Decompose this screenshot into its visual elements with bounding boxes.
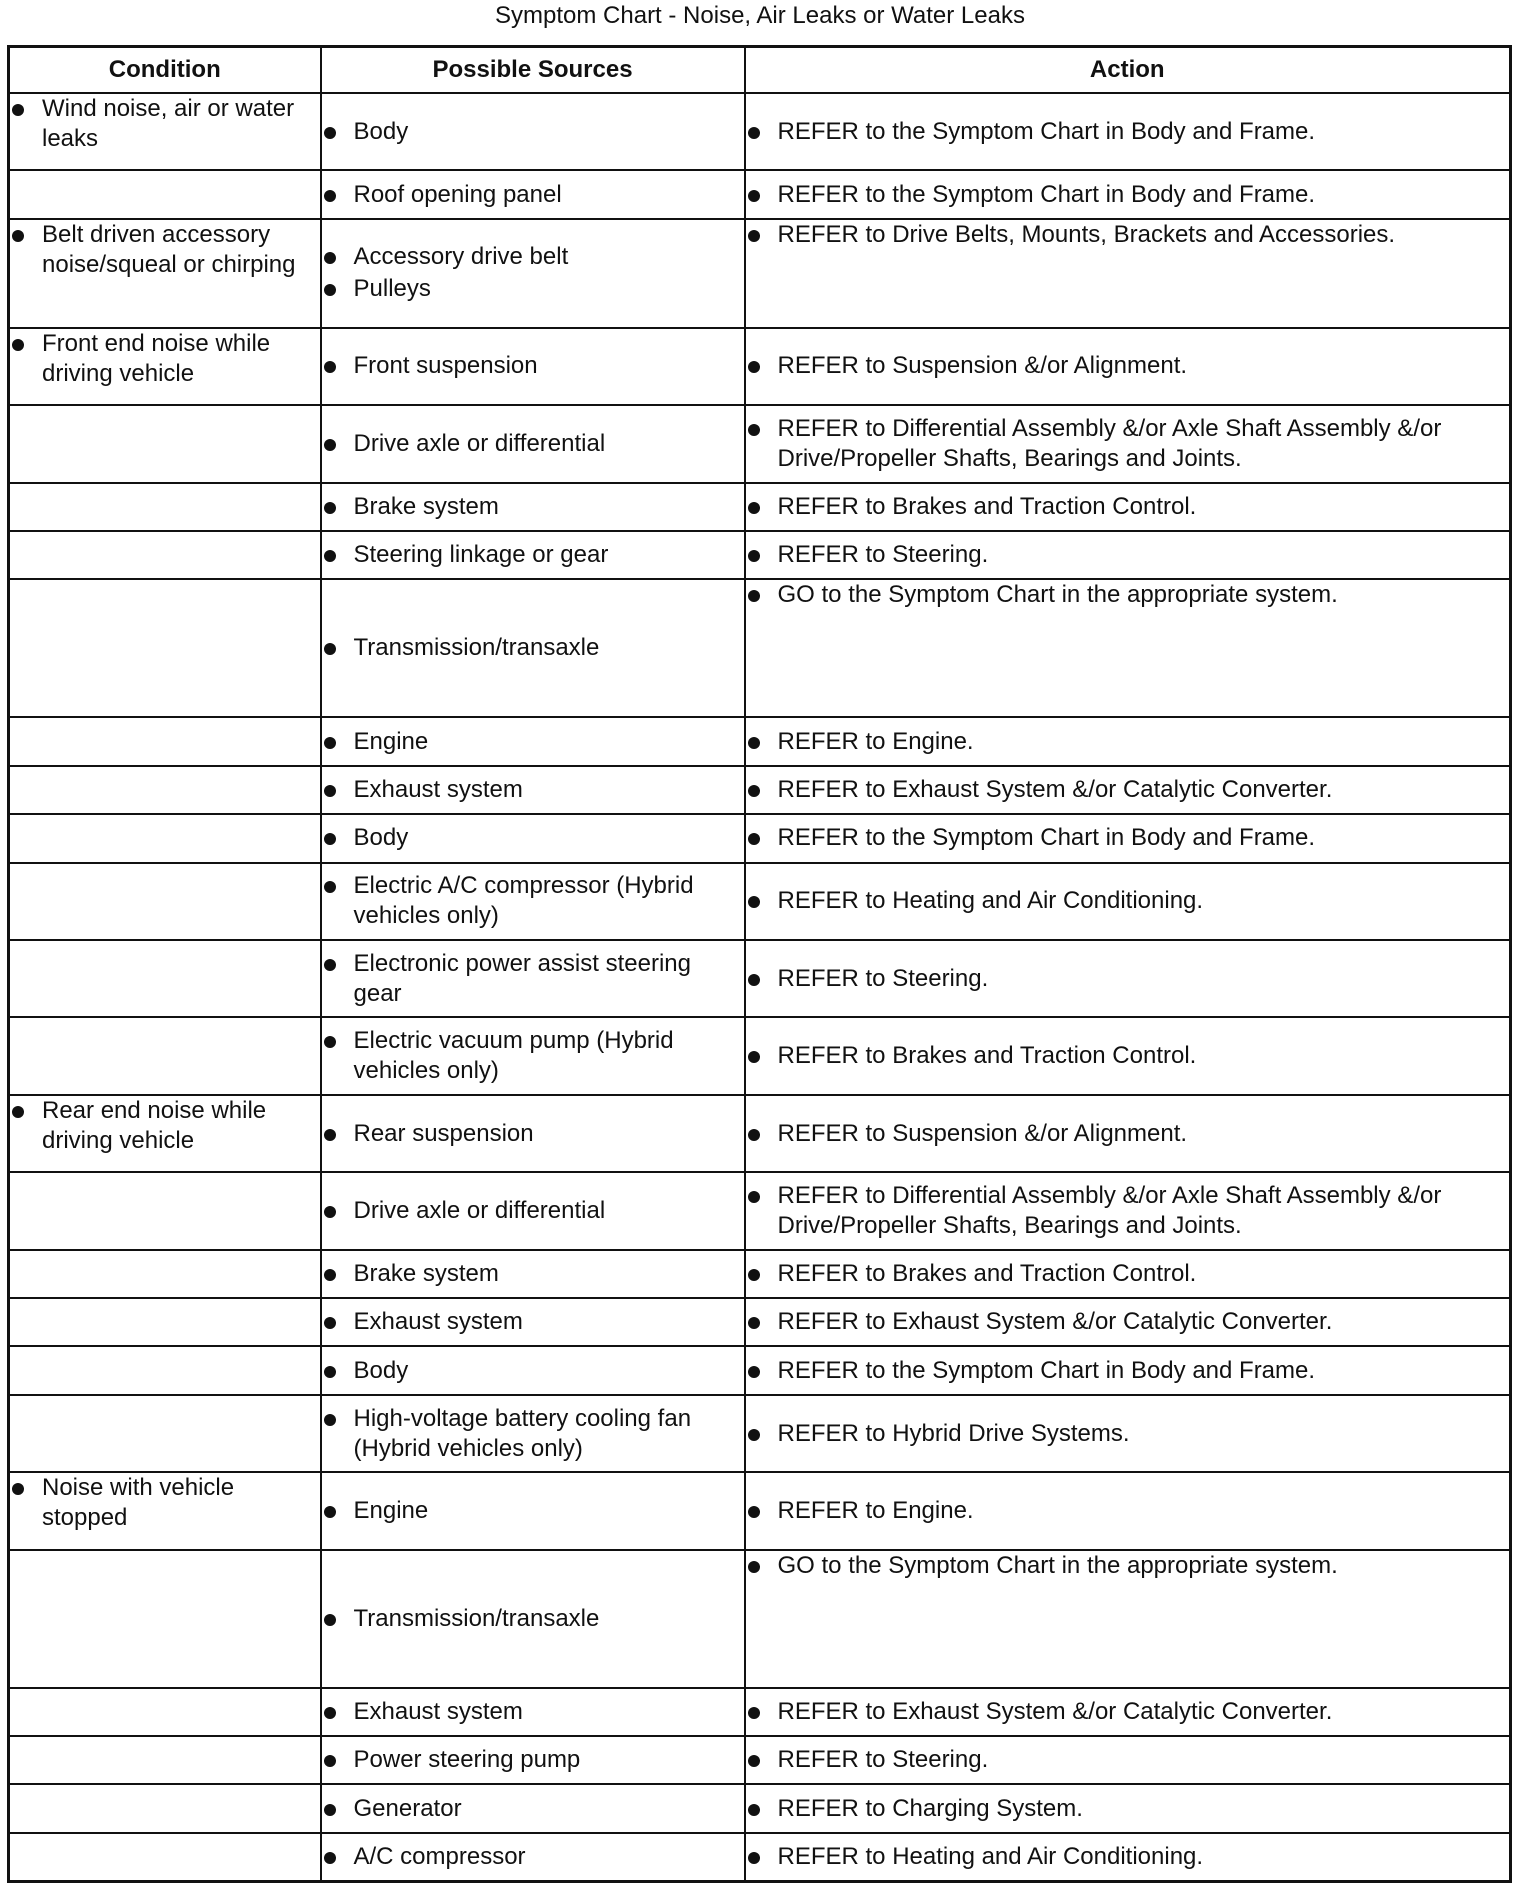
table-row (9, 814, 1511, 862)
possible-sources-cell (321, 405, 745, 482)
source-text: Exhaust system (322, 1697, 744, 1727)
condition-cell (9, 1250, 321, 1298)
condition-cell (9, 1833, 321, 1882)
possible-sources-cell (321, 1017, 745, 1094)
action-cell (745, 531, 1511, 579)
condition-text: Noise with vehicle stopped (10, 1473, 320, 1533)
action-text: GO to the Symptom Chart in the appropriate system. (746, 580, 1510, 610)
possible-sources-cell (321, 1833, 745, 1882)
possible-sources-cell (321, 93, 745, 170)
table-row (9, 1688, 1511, 1736)
condition-cell (9, 863, 321, 940)
possible-sources-cell (321, 863, 745, 940)
action-cell (745, 93, 1511, 170)
possible-sources-cell (321, 1395, 745, 1472)
action-cell (745, 863, 1511, 940)
action-text: REFER to Brakes and Traction Control. (746, 1259, 1510, 1289)
action-text: REFER to Drive Belts, Mounts, Brackets and Accessories. (746, 220, 1510, 250)
action-cell (745, 1017, 1511, 1094)
action-text: REFER to Charging System. (746, 1794, 1510, 1824)
action-text: REFER to Exhaust System &/or Catalytic Converter. (746, 775, 1510, 805)
source-text: Accessory drive belt (322, 242, 744, 272)
table-row (9, 863, 1511, 940)
action-cell (745, 1736, 1511, 1784)
action-cell (745, 1395, 1511, 1472)
source-text: Rear suspension (322, 1119, 744, 1149)
condition-cell (9, 1017, 321, 1094)
action-cell (745, 170, 1511, 218)
condition-text: Wind noise, air or water leaks (10, 94, 320, 154)
source-text: Front suspension (322, 351, 744, 381)
action-cell (745, 483, 1511, 531)
condition-cell (9, 579, 321, 717)
possible-sources-cell (321, 717, 745, 765)
possible-sources-cell (321, 1298, 745, 1346)
source-text: Generator (322, 1794, 744, 1824)
condition-cell (9, 1472, 321, 1549)
condition-cell (9, 93, 321, 170)
action-text: REFER to Steering. (746, 540, 1510, 570)
condition-cell (9, 940, 321, 1017)
source-text: Body (322, 1356, 744, 1386)
action-cell (745, 1095, 1511, 1172)
action-text: REFER to Brakes and Traction Control. (746, 492, 1510, 522)
possible-sources-cell (321, 1688, 745, 1736)
source-text: Transmission/transaxle (322, 633, 744, 663)
possible-sources-cell (321, 328, 745, 405)
source-text: Roof opening panel (322, 180, 744, 210)
possible-sources-cell (321, 1250, 745, 1298)
action-text: REFER to the Symptom Chart in Body and Frame. (746, 117, 1510, 147)
source-text: Pulleys (322, 274, 744, 304)
source-text: Electric A/C compressor (Hybrid vehicles only) (322, 871, 744, 931)
table-row (9, 1550, 1511, 1688)
chart-title: Symptom Chart - Noise, Air Leaks or Water Leaks (495, 2, 1025, 29)
action-text: REFER to Heating and Air Conditioning. (746, 886, 1510, 916)
action-cell (745, 1250, 1511, 1298)
condition-cell (9, 1784, 321, 1832)
action-text: REFER to Differential Assembly &/or Axle Shaft Assembly &/or Drive/Propeller Shafts, Bearings and Joints. (746, 414, 1510, 474)
condition-text: Belt driven accessory noise/squeal or chirping (10, 220, 320, 280)
source-text: Body (322, 823, 744, 853)
possible-sources-cell (321, 1550, 745, 1688)
source-text: Brake system (322, 492, 744, 522)
header-condition: Condition (9, 47, 321, 94)
action-cell (745, 1298, 1511, 1346)
action-text: GO to the Symptom Chart in the appropriate system. (746, 1551, 1510, 1581)
condition-cell (9, 219, 321, 328)
table-row (9, 531, 1511, 579)
condition-cell (9, 1550, 321, 1688)
header-action: Action (745, 47, 1511, 94)
table-row (9, 717, 1511, 765)
condition-cell (9, 170, 321, 218)
action-text: REFER to Engine. (746, 727, 1510, 757)
action-cell (745, 219, 1511, 328)
action-text: REFER to Engine. (746, 1496, 1510, 1526)
source-text: Steering linkage or gear (322, 540, 744, 570)
action-cell (745, 717, 1511, 765)
action-cell (745, 766, 1511, 814)
action-text: REFER to Steering. (746, 1745, 1510, 1775)
table-row (9, 1095, 1511, 1172)
possible-sources-cell (321, 1472, 745, 1549)
table-row (9, 1017, 1511, 1094)
source-text: Drive axle or differential (322, 1196, 744, 1226)
header-possible-sources: Possible Sources (321, 47, 745, 94)
action-text: REFER to the Symptom Chart in Body and Frame. (746, 823, 1510, 853)
action-text: REFER to Suspension &/or Alignment. (746, 351, 1510, 381)
source-text: Engine (322, 1496, 744, 1526)
condition-cell (9, 1395, 321, 1472)
table-row (9, 579, 1511, 717)
action-text: REFER to Exhaust System &/or Catalytic Converter. (746, 1307, 1510, 1337)
source-text: Electric vacuum pump (Hybrid vehicles only) (322, 1026, 744, 1086)
action-text: REFER to Heating and Air Conditioning. (746, 1842, 1510, 1872)
possible-sources-cell (321, 483, 745, 531)
action-text: REFER to Hybrid Drive Systems. (746, 1419, 1510, 1449)
condition-cell (9, 814, 321, 862)
header-row (9, 47, 1511, 94)
action-cell (745, 405, 1511, 482)
action-cell (745, 1784, 1511, 1832)
action-text: REFER to Brakes and Traction Control. (746, 1041, 1510, 1071)
table-row (9, 405, 1511, 482)
action-cell (745, 940, 1511, 1017)
source-text: Brake system (322, 1259, 744, 1289)
condition-cell (9, 405, 321, 482)
possible-sources-cell (321, 1172, 745, 1249)
source-text: Power steering pump (322, 1745, 744, 1775)
table-row (9, 1346, 1511, 1394)
action-cell (745, 328, 1511, 405)
possible-sources-cell (321, 940, 745, 1017)
source-text: A/C compressor (322, 1842, 744, 1872)
table-row (9, 1250, 1511, 1298)
source-text: Body (322, 117, 744, 147)
table-row (9, 766, 1511, 814)
condition-cell (9, 1298, 321, 1346)
possible-sources-cell (321, 579, 745, 717)
table-row (9, 93, 1511, 170)
table-row (9, 940, 1511, 1017)
condition-cell (9, 1736, 321, 1784)
possible-sources-cell (321, 219, 745, 328)
source-text: Transmission/transaxle (322, 1604, 744, 1634)
condition-text: Front end noise while driving vehicle (10, 329, 320, 389)
table-row (9, 1395, 1511, 1472)
table-row (9, 1472, 1511, 1549)
table-row (9, 170, 1511, 218)
possible-sources-cell (321, 1784, 745, 1832)
condition-cell (9, 1688, 321, 1736)
possible-sources-cell (321, 766, 745, 814)
action-cell (745, 1550, 1511, 1688)
possible-sources-cell (321, 1346, 745, 1394)
condition-cell (9, 1346, 321, 1394)
action-text: REFER to Differential Assembly &/or Axle Shaft Assembly &/or Drive/Propeller Shafts, Bearings and Joints. (746, 1181, 1510, 1241)
action-cell (745, 814, 1511, 862)
condition-cell (9, 1172, 321, 1249)
action-cell (745, 1833, 1511, 1882)
condition-cell (9, 1095, 321, 1172)
source-text: Exhaust system (322, 775, 744, 805)
source-text: Engine (322, 727, 744, 757)
table-row (9, 219, 1511, 328)
condition-cell (9, 328, 321, 405)
condition-cell (9, 531, 321, 579)
action-cell (745, 1346, 1511, 1394)
possible-sources-cell (321, 531, 745, 579)
action-cell (745, 1172, 1511, 1249)
action-text: REFER to the Symptom Chart in Body and Frame. (746, 180, 1510, 210)
source-text: High-voltage battery cooling fan (Hybrid vehicles only) (322, 1404, 744, 1464)
source-text: Exhaust system (322, 1307, 744, 1337)
possible-sources-cell (321, 814, 745, 862)
possible-sources-cell (321, 170, 745, 218)
table-row (9, 328, 1511, 405)
condition-cell (9, 483, 321, 531)
table-row (9, 1784, 1511, 1832)
action-cell (745, 1472, 1511, 1549)
condition-cell (9, 766, 321, 814)
action-text: REFER to Suspension &/or Alignment. (746, 1119, 1510, 1149)
symptom-chart-table (7, 45, 1512, 1883)
action-text: REFER to Exhaust System &/or Catalytic Converter. (746, 1697, 1510, 1727)
table-row (9, 1298, 1511, 1346)
table-row (9, 1833, 1511, 1882)
chart-body (9, 93, 1511, 1882)
action-cell (745, 1688, 1511, 1736)
condition-text: Rear end noise while driving vehicle (10, 1096, 320, 1156)
action-text: REFER to the Symptom Chart in Body and Frame. (746, 1356, 1510, 1386)
action-text: REFER to Steering. (746, 964, 1510, 994)
possible-sources-cell (321, 1736, 745, 1784)
action-cell (745, 579, 1511, 717)
table-row (9, 1736, 1511, 1784)
condition-cell (9, 717, 321, 765)
possible-sources-cell (321, 1095, 745, 1172)
source-text: Electronic power assist steering gear (322, 949, 744, 1009)
source-text: Drive axle or differential (322, 429, 744, 459)
table-row (9, 483, 1511, 531)
table-row (9, 1172, 1511, 1249)
